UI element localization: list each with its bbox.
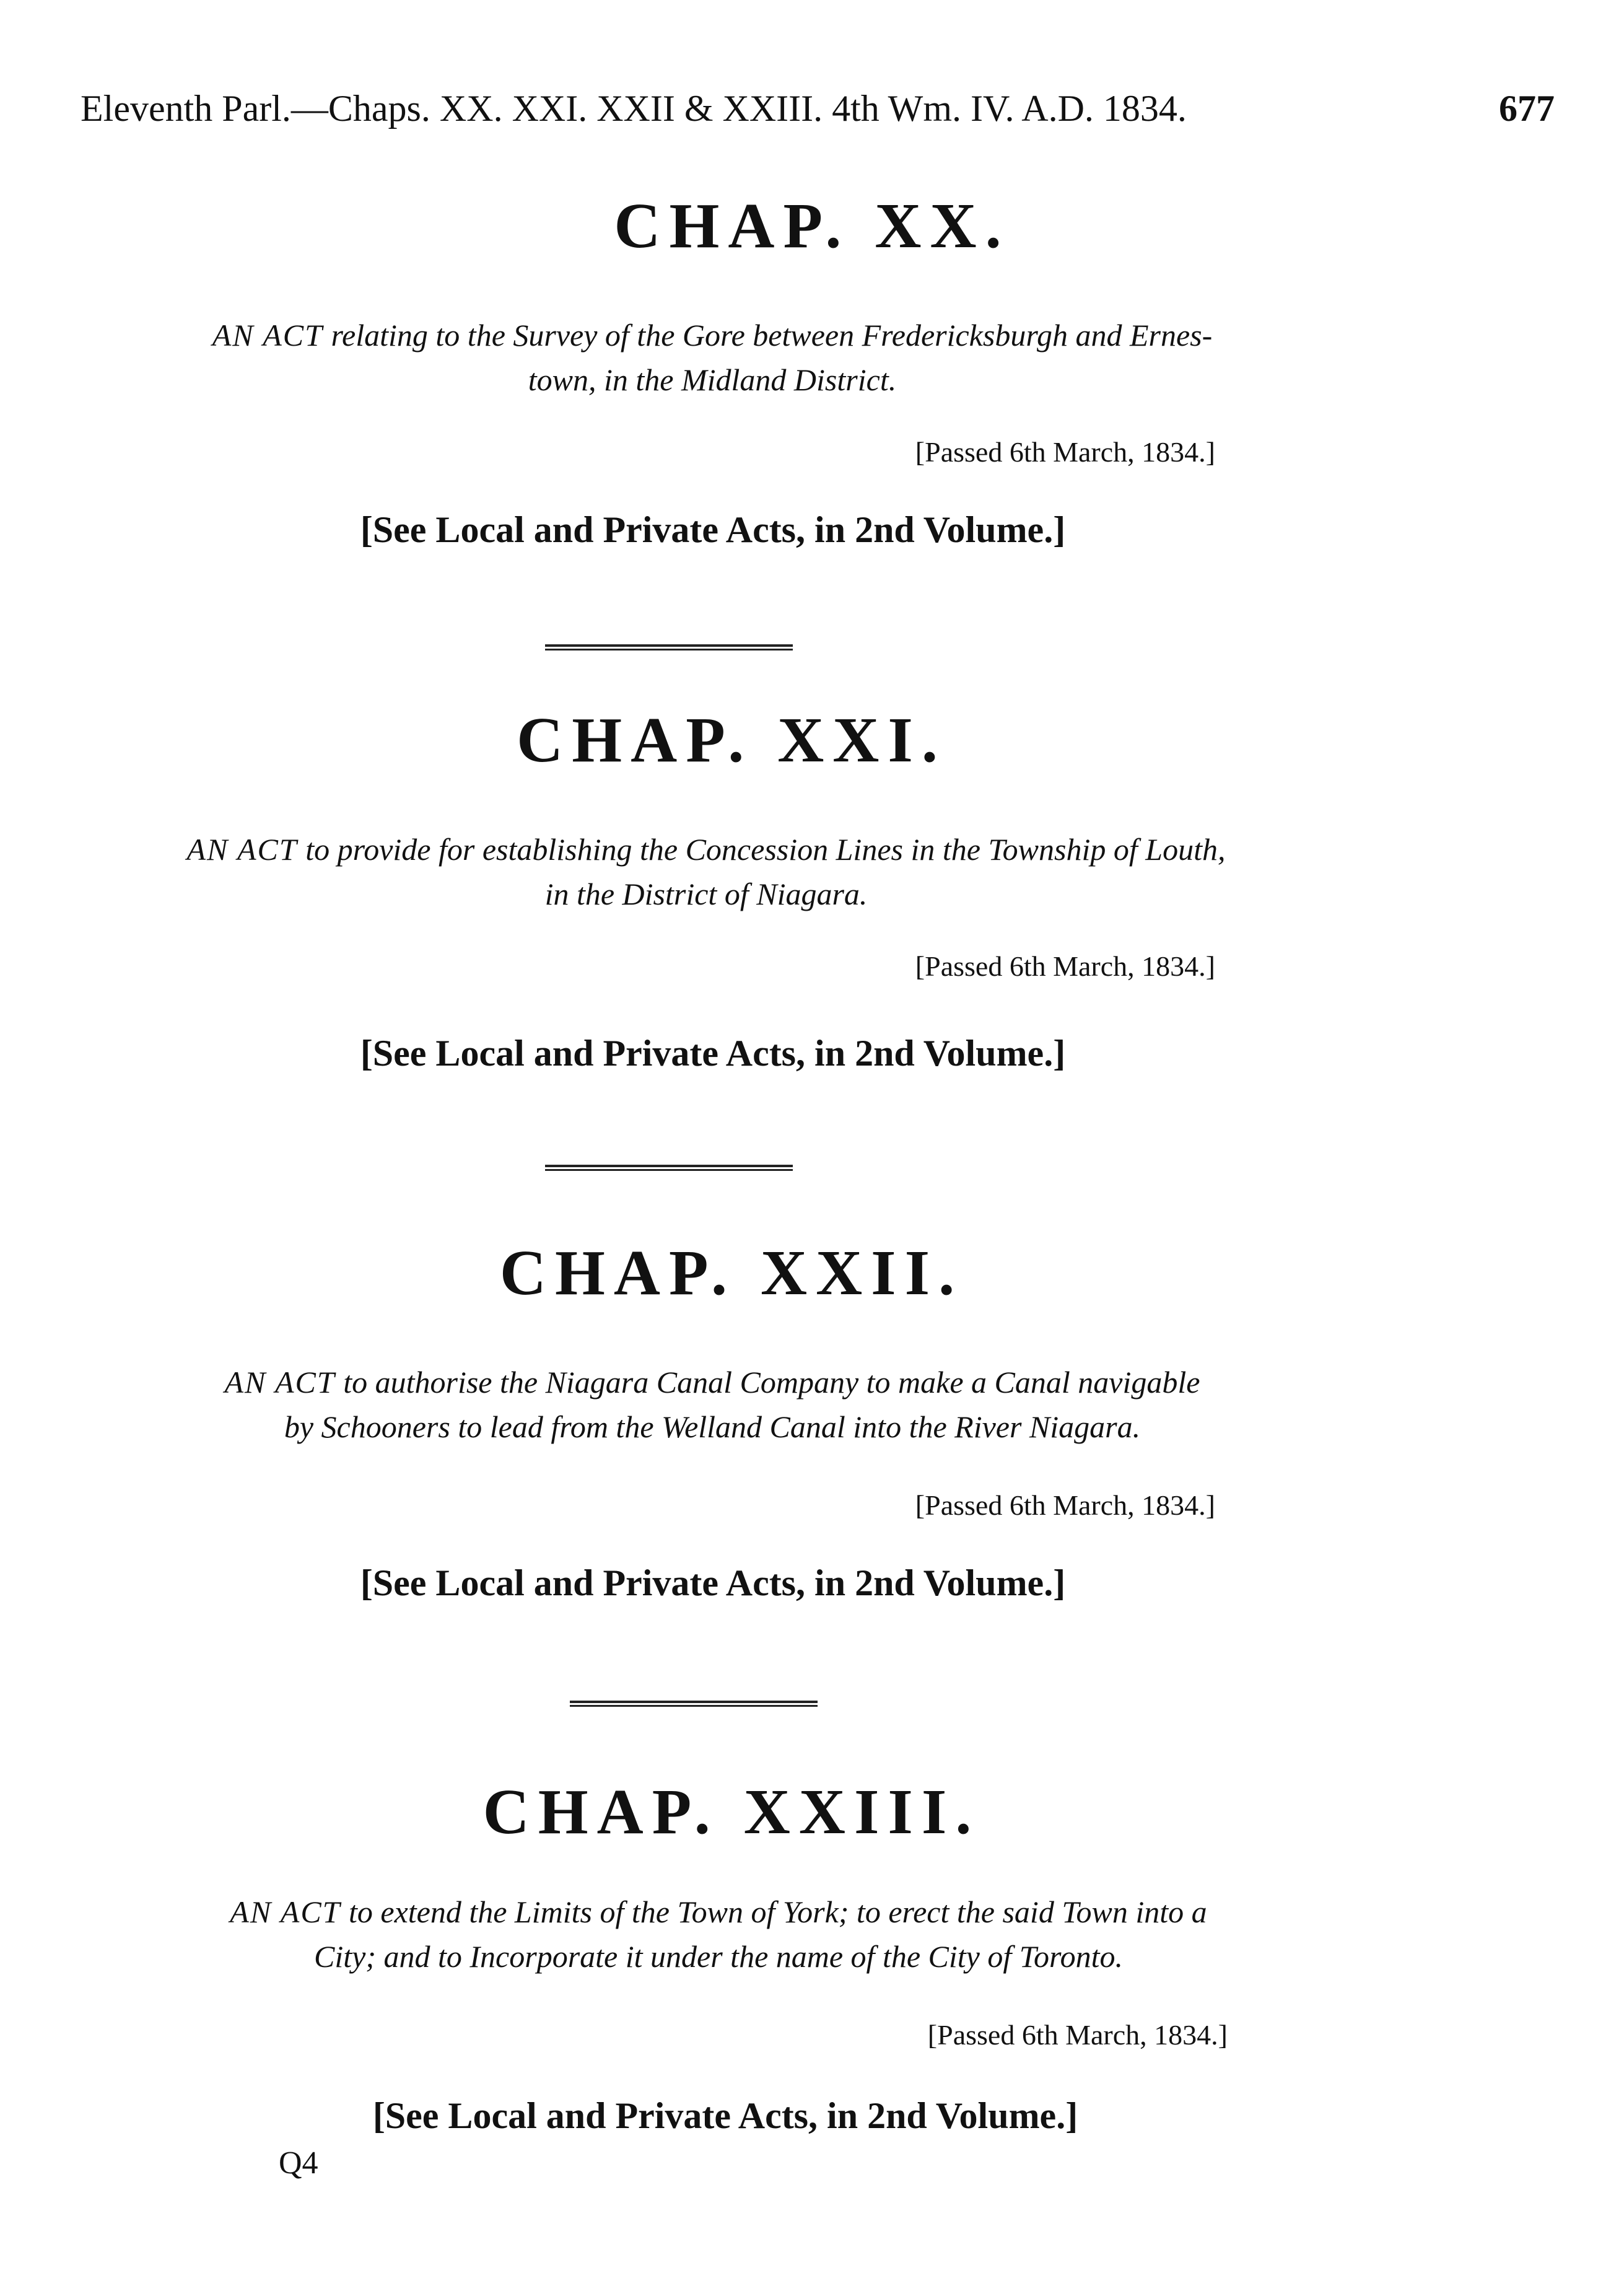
act-lead: AN ACT (186, 832, 298, 867)
running-head (81, 84, 1555, 133)
act-title-text-1: to extend the Limits of the Town of York; to erect the said Town into a (348, 1895, 1207, 1929)
passed-date: [Passed 6th March, 1834.] (915, 950, 1215, 982)
see-volume-note: [See Local and Private Acts, in 2nd Volume.] (360, 509, 1066, 550)
act-title-line-1 (93, 1360, 1332, 1404)
act-title (93, 1360, 1332, 1449)
section-divider (545, 644, 793, 651)
act-lead: AN ACT (212, 318, 323, 353)
act-title (93, 1890, 1344, 1979)
running-head-title: Eleventh Parl.—Chaps. XX. XXI. XXII & XXIII. 4th Wm. IV. A.D. 1834. (81, 88, 1187, 129)
see-volume-note: [See Local and Private Acts, in 2nd Volume.] (372, 2095, 1078, 2136)
act-title-line-2: by Schooners to lead from the Welland Canal into the River Niagara. (284, 1409, 1141, 1444)
act-lead: AN ACT (230, 1895, 341, 1929)
act-lead: AN ACT (224, 1365, 336, 1400)
chapter-heading: CHAP. XXI. (517, 704, 946, 776)
act-title-line-2: town, in the Midland District. (528, 362, 897, 397)
chapter-heading: CHAP. XXIII. (482, 1776, 980, 1847)
passed-date: [Passed 6th March, 1834.] (927, 2019, 1228, 2051)
act-title (81, 827, 1332, 916)
act-title-text-1: to provide for establishing the Concession Lines in the Township of Louth, (305, 832, 1226, 867)
act-title-text-1: to authorise the Niagara Canal Company to make a Canal navigable (343, 1365, 1200, 1400)
passed-date: [Passed 6th March, 1834.] (915, 436, 1215, 468)
act-title-line-1 (93, 1890, 1344, 1934)
section-divider (545, 1165, 793, 1171)
act-title-line-1 (93, 313, 1332, 357)
act-title-text-1: relating to the Survey of the Gore between Fredericksburgh and Ernes- (331, 318, 1213, 353)
chapter-heading: CHAP. XXII. (499, 1237, 964, 1308)
see-volume-note: [See Local and Private Acts, in 2nd Volume.] (360, 1562, 1066, 1603)
act-title-line-1 (81, 827, 1332, 872)
section-divider (570, 1701, 818, 1707)
act-title (93, 313, 1332, 402)
passed-date: [Passed 6th March, 1834.] (915, 1489, 1215, 1521)
act-title-line-2: in the District of Niagara. (544, 877, 868, 911)
see-volume-note: [See Local and Private Acts, in 2nd Volume.] (360, 1033, 1066, 1074)
act-title-line-2: City; and to Incorporate it under the name of the City of Toronto. (314, 1939, 1123, 1974)
page-number: 677 (1499, 88, 1555, 129)
signature-mark: Q4 (279, 2145, 318, 2181)
chapter-heading: CHAP. XX. (614, 190, 1010, 261)
